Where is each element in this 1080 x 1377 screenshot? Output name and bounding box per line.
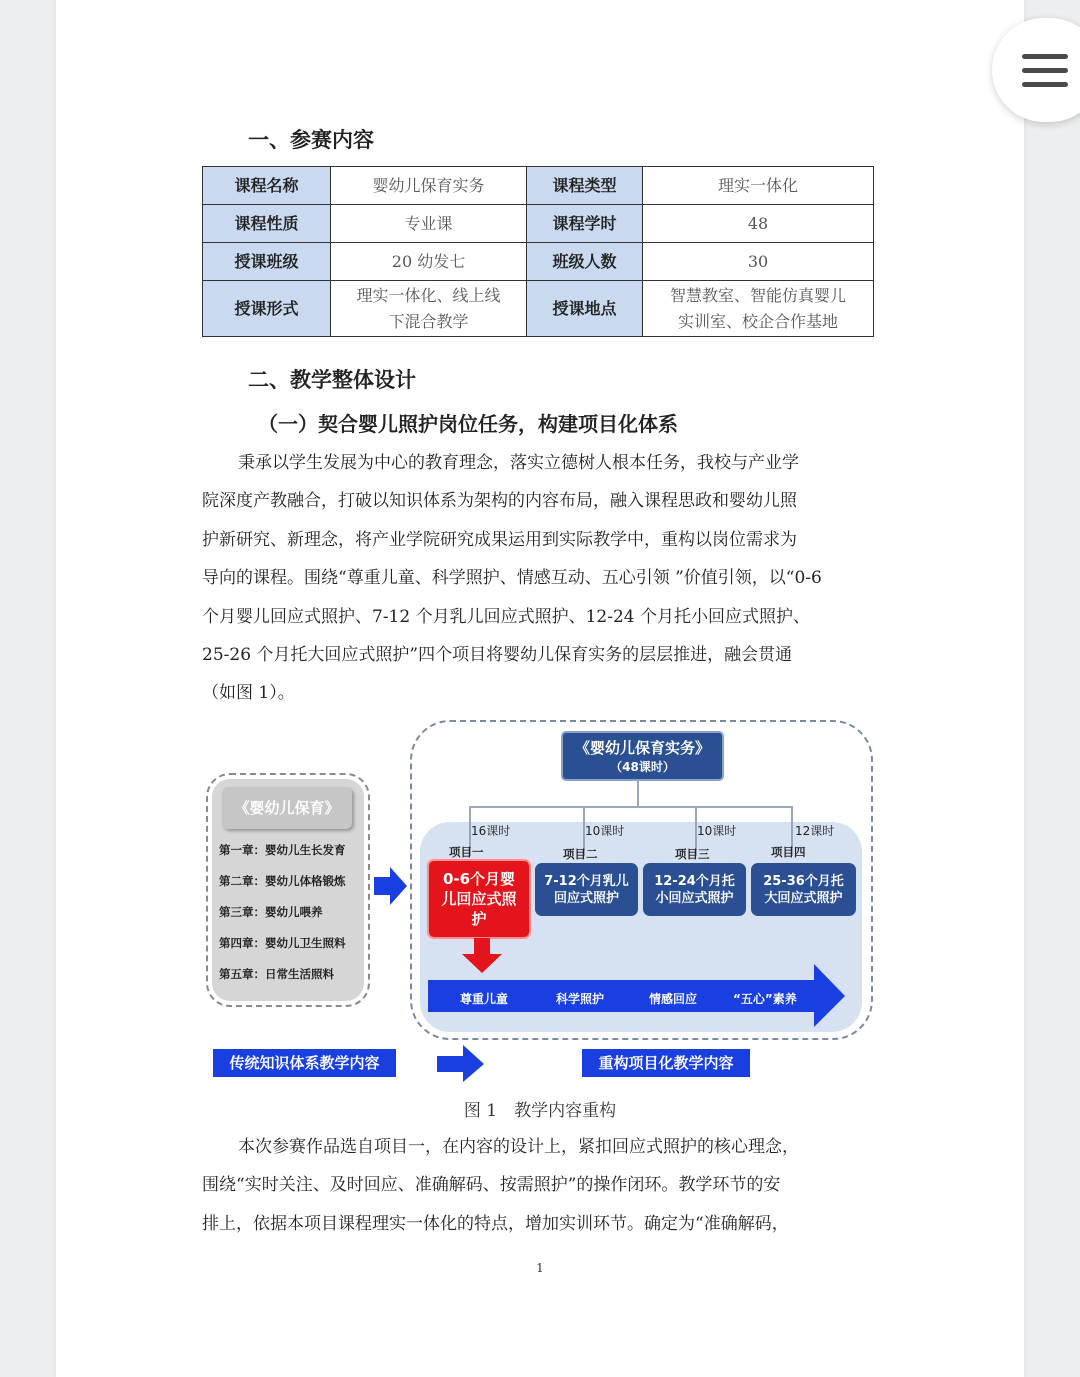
project-label-line: 7-12个月乳儿: [544, 873, 629, 889]
table-value: 理实一体化: [643, 167, 874, 205]
section2-subtitle: （一）契合婴儿照护岗位任务，构建项目化体系: [258, 412, 678, 436]
table-row: [203, 243, 874, 281]
paragraph-line: 个月婴儿回应式照护、7-12 个月乳儿回应式照护、12-24 个月托小回应式照护、: [202, 606, 811, 627]
table-value-line: 实训室、校企合作基地: [677, 311, 838, 331]
table-value: 48: [643, 205, 874, 243]
chapter-item: 第三章：婴幼儿喂养: [219, 905, 323, 919]
traditional-content-label: 传统知识体系教学内容: [213, 1049, 396, 1077]
chapter-item: 第四章：婴幼儿卫生照料: [219, 936, 346, 950]
paragraph-line: 导向的课程。围绕“尊重儿童、科学照护、情感互动、五心引领 ”价值引领，以“0-6: [202, 568, 822, 589]
project-name: 项目三: [675, 847, 710, 861]
table-label: 课程类型: [527, 167, 643, 205]
course-title-box: [561, 731, 724, 781]
project-name: 项目四: [771, 845, 806, 859]
project-label-line: 25-36个月托: [763, 873, 844, 889]
table-value: 专业课: [331, 205, 527, 243]
page-number: 1: [536, 1261, 544, 1275]
project-name: 项目二: [563, 847, 598, 861]
table-row: [203, 205, 874, 243]
project-hours: 10课时: [697, 824, 737, 838]
tree-connector: [637, 781, 639, 807]
paragraph-1: [202, 444, 882, 713]
course-title: 《婴幼儿保育实务》: [574, 739, 710, 757]
project-hours: 10课时: [585, 824, 625, 838]
figure-caption: 图 1 教学内容重构: [463, 1101, 617, 1121]
paragraph-line: 护新研究、新理念，将产业学院研究成果运用到实际教学中，重构以岗位需求为: [202, 529, 797, 550]
right-arrow-icon: [374, 866, 408, 906]
hamburger-menu-icon-bar: [1022, 82, 1068, 87]
table-value-line: 下混合教学: [388, 311, 469, 331]
project-box-highlighted: [427, 859, 531, 939]
project-label-line: 儿回应式照: [441, 890, 517, 908]
restructured-content-label: 重构项目化教学内容: [582, 1049, 750, 1077]
section2-title: 二、教学整体设计: [248, 368, 416, 392]
chapter-item: 第一章：婴幼儿生长发育: [219, 843, 346, 857]
traditional-course-title: 《婴幼儿保育》: [222, 787, 352, 829]
project-box: [643, 863, 746, 916]
table-value: [643, 281, 874, 337]
table-value-line: 理实一体化、线上线: [356, 285, 501, 305]
table-label: 班级人数: [527, 243, 643, 281]
table-value: 20 幼发七: [331, 243, 527, 281]
chapter-item: 第二章：婴幼儿体格锻炼: [219, 874, 346, 888]
paragraph-line: 院深度产教融合，打破以知识体系为架构的内容布局，融入课程思政和婴幼儿照: [202, 491, 797, 512]
section1-title: 一、参赛内容: [248, 128, 374, 152]
chapter-item: 第五章：日常生活照料: [219, 967, 334, 981]
tree-connector: [469, 806, 793, 808]
paragraph-line: 本次参赛作品选自项目一，在内容的设计上，紧扣回应式照护的核心理念，: [238, 1137, 799, 1157]
value-word: “五心”素养: [733, 992, 797, 1006]
paragraph-line: 25-26 个月托大回应式照护”四个项目将婴幼儿保育实务的层层推进，融会贯通: [202, 645, 793, 666]
paragraph-line: （如图 1）。: [202, 683, 295, 704]
table-row: [203, 281, 874, 337]
table-label: 课程性质: [203, 205, 331, 243]
project-label-line: 小回应式照护: [655, 890, 734, 906]
table-label: 课程学时: [527, 205, 643, 243]
course-info-table: [202, 166, 874, 337]
table-value-line: 智慧教室、智能仿真婴儿: [669, 285, 846, 305]
project-box: [535, 863, 638, 916]
project-name: 项目一: [449, 845, 484, 859]
project-label-line: 回应式照护: [553, 890, 619, 906]
paragraph-line: 围绕“实时关注、及时回应、准确解码、按需照护”的操作闭环。教学环节的安: [202, 1175, 781, 1196]
project-hours: 16课时: [471, 824, 511, 838]
value-word: 科学照护: [556, 992, 605, 1006]
table-label: 授课地点: [527, 281, 643, 337]
value-word: 情感回应: [649, 992, 698, 1006]
project-label-line: 护: [471, 910, 487, 928]
paragraph-2: [202, 1128, 882, 1243]
project-hours: 12课时: [795, 824, 835, 838]
table-value: 30: [643, 243, 874, 281]
table-value: 婴幼儿保育实务: [331, 167, 527, 205]
paragraph-line: 排上，依据本项目课程理实一体化的特点，增加实训环节。确定为“准确解码，: [202, 1213, 789, 1234]
project-label-line: 大回应式照护: [764, 890, 843, 906]
table-value: [331, 281, 527, 337]
project-box: [751, 863, 856, 916]
hamburger-menu-icon: [1022, 54, 1068, 59]
value-word: 尊重儿童: [460, 992, 509, 1006]
table-row: [203, 167, 874, 205]
table-label: 授课形式: [203, 281, 331, 337]
project-label-line: 0-6个月婴: [442, 870, 516, 888]
table-label: 课程名称: [203, 167, 331, 205]
paragraph-line: 秉承以学生发展为中心的教育理念，落实立德树人根本任务，我校与产业学: [238, 453, 799, 473]
right-arrow-icon: [437, 1045, 485, 1083]
project-label-line: 12-24个月托: [654, 873, 735, 889]
hamburger-menu-icon-bar: [1022, 68, 1068, 73]
table-label: 授课班级: [203, 243, 331, 281]
course-hours: （48课时）: [610, 760, 675, 774]
